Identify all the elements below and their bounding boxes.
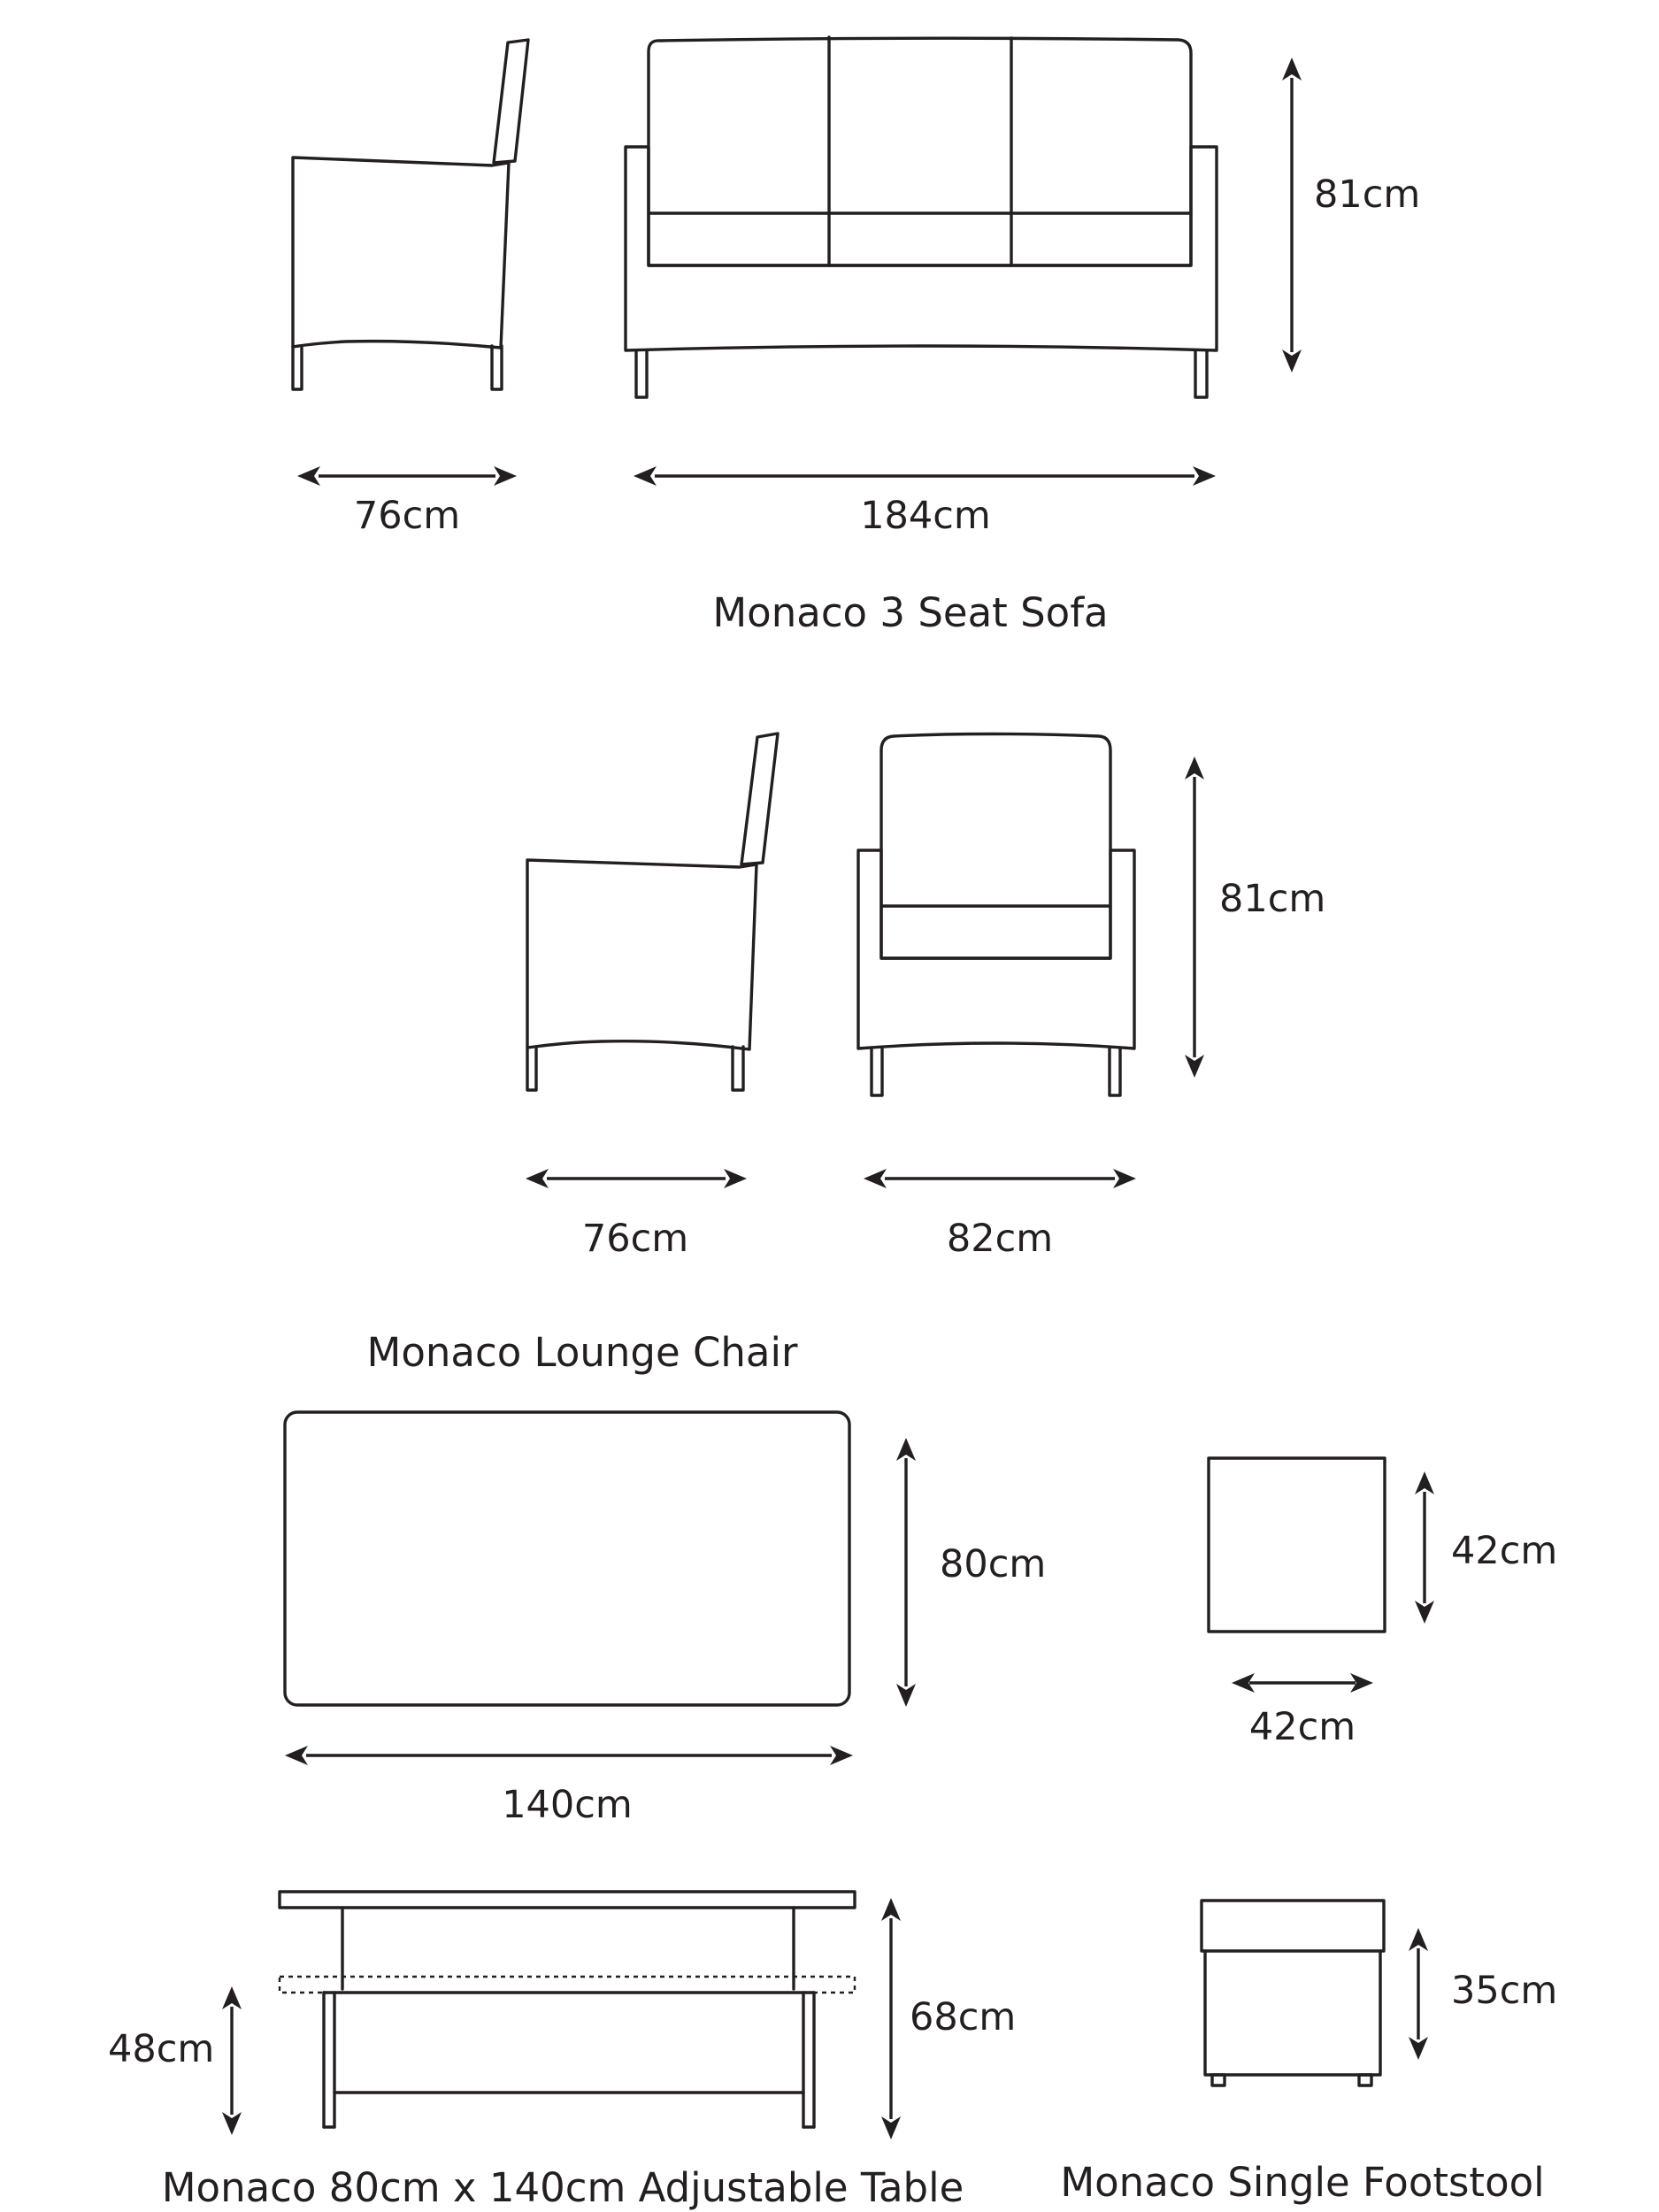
table-width-label: 140cm [502, 1783, 633, 1827]
table-depth-label: 80cm [940, 1542, 1047, 1586]
sofa-depth-dimension [297, 466, 517, 538]
table-high-height-label: 68cm [910, 1995, 1017, 2039]
table-side-view [280, 1892, 855, 2127]
sofa-depth-label: 76cm [353, 494, 461, 538]
footstool-top-view [1209, 1458, 1385, 1632]
footstool-side-view [1202, 1901, 1384, 2085]
footstool-depth-dimension [1415, 1471, 1557, 1624]
table-depth-dimension [896, 1438, 1046, 1707]
lounge-chair-depth-label: 76cm [581, 1217, 689, 1261]
lounge-chair-height-label: 81cm [1219, 877, 1326, 921]
lounge-chair-height-dimension [1185, 757, 1325, 1078]
table-section [108, 1412, 1046, 2211]
table-low-height-dimension [108, 1986, 242, 2135]
sofa-width-dimension [634, 466, 1216, 538]
lounge-chair-side-view [527, 733, 778, 1090]
footstool-height-label: 35cm [1451, 1969, 1558, 2013]
sofa-width-label: 184cm [860, 494, 991, 538]
table-width-dimension [285, 1746, 853, 1827]
table-lowered-top-outline [280, 1977, 855, 1993]
footstool-width-dimension [1232, 1673, 1373, 1749]
sofa-height-dimension [1282, 58, 1420, 373]
footstool-depth-label: 42cm [1451, 1529, 1558, 1573]
lounge-chair-depth-dimension [526, 1169, 747, 1261]
lounge-chair-width-dimension [864, 1169, 1136, 1261]
table-high-height-dimension [881, 1898, 1016, 2139]
footstool-title: Monaco Single Footstool [1060, 2159, 1545, 2206]
lounge-chair-section [367, 733, 1326, 1376]
footstool-section [1060, 1458, 1557, 2206]
table-top-view [285, 1412, 849, 1705]
sofa-height-label: 81cm [1314, 173, 1421, 217]
sofa-side-view [293, 40, 528, 389]
footstool-width-label: 42cm [1248, 1705, 1356, 1749]
lounge-chair-width-label: 82cm [946, 1217, 1054, 1261]
table-title: Monaco 80cm x 140cm Adjustable Table [161, 2164, 964, 2211]
lounge-chair-title: Monaco Lounge Chair [366, 1329, 798, 1376]
lounge-chair-front-view [858, 734, 1134, 1096]
sofa-title: Monaco 3 Seat Sofa [712, 589, 1109, 636]
table-low-height-label: 48cm [108, 2027, 215, 2071]
footstool-height-dimension [1409, 1928, 1557, 2060]
sofa-front-view [626, 37, 1217, 397]
sofa-section [293, 37, 1420, 636]
